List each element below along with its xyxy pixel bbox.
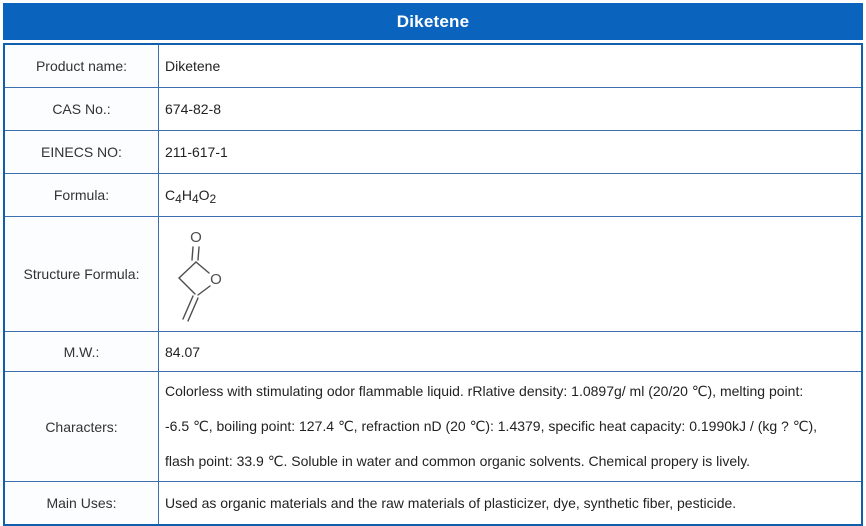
structure-formula-value xyxy=(159,217,863,332)
characters-label: Characters: xyxy=(4,372,159,482)
formula-atom: O xyxy=(198,187,210,203)
header-bar xyxy=(3,3,863,40)
table-row-structure xyxy=(4,217,862,332)
product-name-value: Diketene xyxy=(159,44,863,88)
table-row-cas xyxy=(4,88,862,131)
diketene-structure-icon xyxy=(171,221,241,326)
formula-value xyxy=(159,174,863,217)
main-uses-value: Used as organic materials and the raw materials of plasticizer, dye, synthetic fiber, pesticide. xyxy=(159,482,863,526)
product-spec-table xyxy=(3,43,863,526)
formula-atom: H xyxy=(181,187,192,203)
main-uses-label: Main Uses: xyxy=(4,482,159,526)
einecs-no-value: 211-617-1 xyxy=(159,131,863,174)
table-row-einecs xyxy=(4,131,862,174)
characters-value xyxy=(159,372,863,482)
mw-label: M.W.: xyxy=(4,332,159,372)
characters-line: flash point: 33.9 ℃. Soluble in water and common organic solvents. Chemical propery is lively. xyxy=(165,453,751,469)
formula-atom: C xyxy=(165,187,176,203)
table-row-characters xyxy=(4,372,862,482)
page-title: Diketene xyxy=(396,11,470,31)
formula-label: Formula: xyxy=(4,174,159,217)
carbonyl-oxygen-atom: O xyxy=(190,229,202,246)
formula-subscript: 2 xyxy=(209,192,217,206)
mw-value: 84.07 xyxy=(159,332,863,372)
structure-formula-label: Structure Formula: xyxy=(4,217,159,332)
cas-no-value: 674-82-8 xyxy=(159,88,863,131)
molecular-formula xyxy=(165,187,217,206)
ring-oxygen-atom: O xyxy=(210,271,222,288)
characters-line: Colorless with stimulating odor flammable liquid. rRlative density: 1.0897g/ ml (20/20 ℃), melting point: xyxy=(165,383,804,399)
product-name-label: Product name: xyxy=(4,44,159,88)
formula-subscript: 4 xyxy=(191,192,199,206)
table-row-mw xyxy=(4,332,862,372)
product-spec-sheet xyxy=(3,3,863,526)
einecs-no-label: EINECS NO: xyxy=(4,131,159,174)
formula-subscript: 4 xyxy=(175,192,182,206)
characters-line: -6.5 ℃, boiling point: 127.4 ℃, refraction nD (20 ℃): 1.4379, specific heat capacity: 0.1990kJ / (kg ? ℃), xyxy=(165,418,817,434)
table-row-product xyxy=(4,44,862,88)
cas-no-label: CAS No.: xyxy=(4,88,159,131)
structure-diagram xyxy=(171,221,855,329)
table-row-formula xyxy=(4,174,862,217)
table-row-main-uses xyxy=(4,482,862,526)
